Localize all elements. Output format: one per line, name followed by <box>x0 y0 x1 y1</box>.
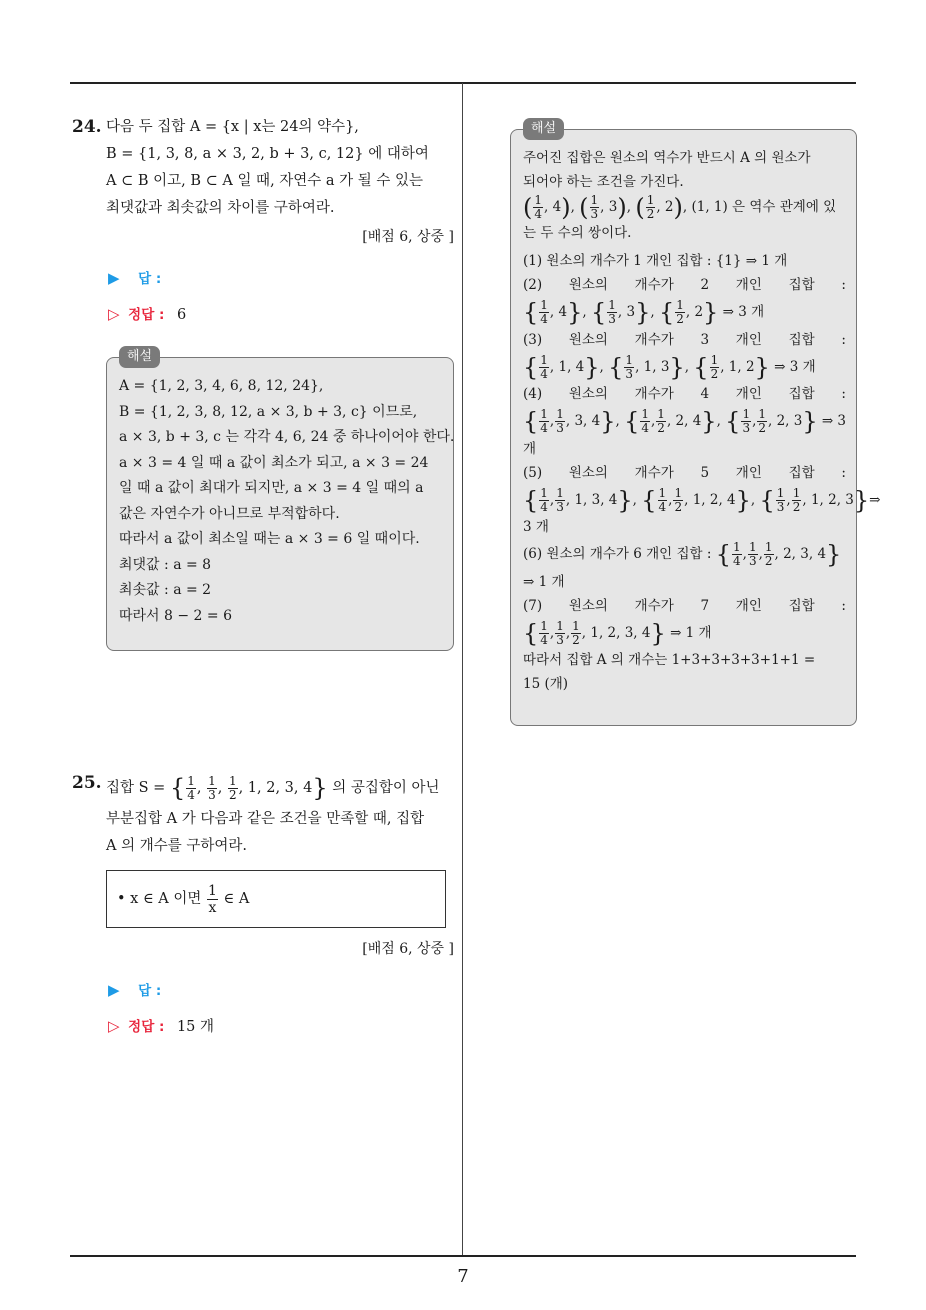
solution-line: 주어진 집합은 원소의 역수가 반드시 A 의 원소가 <box>523 150 811 166</box>
answer-row[interactable] <box>108 265 454 291</box>
case-5-unit: 3 개 <box>523 519 549 535</box>
fraction-1-x: $\frac{1}{x}$ <box>208 882 217 916</box>
problem-line: 부분집합 A 가 다음과 같은 조건을 만족할 때, 집합 <box>106 811 425 827</box>
case-4-unit: 개 <box>523 440 537 457</box>
solution-line: B = {1, 2, 3, 8, 12, a × 3, b + 3, c} 이므로, <box>119 403 418 420</box>
problem-line: B = {1, 3, 8, a × 3, 2, b + 3, c, 12} 에 대하여 <box>106 146 429 162</box>
problem-line: 최댓값과 최솟값의 차이를 구하여라. <box>106 200 335 216</box>
score-label: [배점 6, 상중 ] <box>362 941 454 957</box>
problem-25 <box>72 770 454 1039</box>
case-6: (6) 원소의 개수가 6 개인 집합 : { $\frac{1}{4}$ , $\frac{1}{3}$ , $\frac{1}{2}$ , 2, 3, 4} <box>523 540 842 569</box>
solution-line: A = {1, 2, 3, 4, 6, 8, 12, 24}, <box>119 378 324 394</box>
fraction-1-2: $\frac{1}{2}$ <box>228 773 237 802</box>
case-1: (1) 원소의 개수가 1 개인 집합 : {1} ⇒ 1 개 <box>523 253 788 269</box>
reciprocal-pairs: ( $\frac{1}{4}$ , 4), ( $\frac{1}{3}$ , 3), ( $\frac{1}{2}$ , 2), (1, 1) 은 역수 관계에 있 <box>523 193 837 222</box>
condition-box <box>106 870 446 928</box>
case-7-sets: { $\frac{1}{4}$ , $\frac{1}{3}$ , $\frac{1}{2}$ , 1, 2, 3, 4} ⇒ 1 개 <box>523 618 712 647</box>
problem-number: 24. <box>72 117 102 137</box>
open-triangle-icon: ▷ <box>108 305 120 323</box>
problem-line: 다음 두 집합 A = {x | x는 24의 약수}, <box>106 119 359 135</box>
pairs-suffix: , (1, 1) 은 역수 관계에 있 <box>682 199 837 215</box>
set-elements: 1, 2, 3, 4 <box>247 779 313 796</box>
case-5-sets: { $\frac{1}{4}$ , $\frac{1}{3}$ , 1, 3, 4}, { $\frac{1}{4}$ , $\frac{1}{2}$ , 1, 2, 4}, { $\frac{1}{3}$ , $\frac{1}{2}$ , 1, 2, 3} ⇒ <box>523 485 881 514</box>
filled-triangle-icon: ▶ <box>108 981 120 999</box>
solution-line: a × 3, b + 3, c 는 각각 4, 6, 24 중 하나이어야 한다. <box>119 429 455 445</box>
solution-line: 값은 자연수가 아니므로 부적합하다. <box>119 505 340 522</box>
case-7-head: (7) 원소의 개수가 7 개인 집합 : <box>523 597 846 614</box>
condition-suffix: ∈ A <box>223 890 250 907</box>
case-3-sets: { $\frac{1}{4}$ , 1, 4}, { $\frac{1}{3}$ , 1, 3}, { $\frac{1}{2}$ , 1, 2} ⇒ 3 개 <box>523 352 816 381</box>
solution-line: 따라서 8 − 2 = 6 <box>119 607 233 624</box>
solution-tag: 해설 <box>119 346 160 368</box>
case-6-tail: ⇒ 1 개 <box>523 573 565 590</box>
set-prefix: 집합 S = <box>106 779 166 796</box>
case-4-head: (4) 원소의 개수가 4 개인 집합 : <box>523 386 846 402</box>
correct-answer-row <box>108 1013 454 1039</box>
score-label: [배점 6, 상중 ] <box>362 229 454 245</box>
solution-line: 따라서 a 값이 최소일 때는 a × 3 = 6 일 때이다. <box>119 531 420 547</box>
case-4-sets: { $\frac{1}{4}$ , $\frac{1}{3}$ , 3, 4}, { $\frac{1}{4}$ , $\frac{1}{2}$ , 2, 4}, { $\frac{1}{3}$ , $\frac{1}{2}$ , 2, 3} ⇒ 3 <box>523 407 846 436</box>
problem-line: 집합 S = { $\frac{1}{4}$ , $\frac{1}{3}$ , $\frac{1}{2}$ , 1, 2, 3, 4 } 의 공집합이 아닌 <box>106 773 440 802</box>
bottom-rule <box>70 1255 856 1257</box>
conclusion-line: 따라서 집합 A 의 개수는 1+3+3+3+3+1+1 = <box>523 652 816 668</box>
correct-label: 정답 : <box>128 1019 165 1035</box>
solution-line: 최솟값 : a = 2 <box>119 582 212 598</box>
problem-text <box>106 114 454 222</box>
correct-value: 15 개 <box>176 1019 215 1035</box>
solution-box-25 <box>510 121 881 726</box>
condition-prefix: • x ∈ A 이면 <box>117 890 202 907</box>
answer-label: 답 : <box>138 983 162 999</box>
solution-line: 는 두 수의 쌍이다. <box>523 225 632 241</box>
solution-line: 최댓값 : a = 8 <box>119 556 212 573</box>
problem-line: A 의 개수를 구하여라. <box>106 838 247 854</box>
problem-line: A ⊂ B 이고, B ⊂ A 일 때, 자연수 a 가 될 수 있는 <box>106 173 424 189</box>
case-2-sets: { $\frac{1}{4}$ , 4}, { $\frac{1}{3}$ , 3}, { $\frac{1}{2}$ , 2} ⇒ 3 개 <box>523 298 765 327</box>
fraction-1-3: $\frac{1}{3}$ <box>208 773 216 802</box>
correct-label: 정답 : <box>128 307 165 323</box>
answer-row[interactable] <box>108 977 454 1003</box>
correct-value: 6 <box>176 307 187 323</box>
open-triangle-icon: ▷ <box>108 1017 120 1035</box>
solution-line: a × 3 = 4 일 때 a 값이 최소가 되고, a × 3 = 24 <box>119 454 429 471</box>
fraction-1-4: $\frac{1}{4}$ <box>187 773 195 802</box>
case-5-head: (5) 원소의 개수가 5 개인 집합 : <box>523 464 846 481</box>
filled-triangle-icon: ▶ <box>108 269 120 287</box>
column-divider <box>462 83 463 1255</box>
problem-text <box>106 770 454 860</box>
case-2-head: (2) 원소의 개수가 2 개인 집합 : <box>523 277 846 293</box>
correct-answer-row <box>108 301 454 327</box>
answer-label: 답 : <box>138 271 162 287</box>
case-3-head: (3) 원소의 개수가 3 개인 집합 : <box>523 331 846 348</box>
conclusion-line: 15 (개) <box>523 676 569 692</box>
solution-line: 되어야 하는 조건을 가진다. <box>523 174 684 190</box>
solution-line: 일 때 a 값이 최대가 되지만, a × 3 = 4 일 때의 a <box>119 480 424 496</box>
problem-24 <box>72 114 454 327</box>
solution-box-24 <box>106 349 455 651</box>
problem-number: 25. <box>72 773 102 793</box>
page-number: 7 <box>457 1266 469 1287</box>
solution-tag: 해설 <box>523 118 564 140</box>
set-suffix: 의 공집합이 아닌 <box>332 779 440 796</box>
